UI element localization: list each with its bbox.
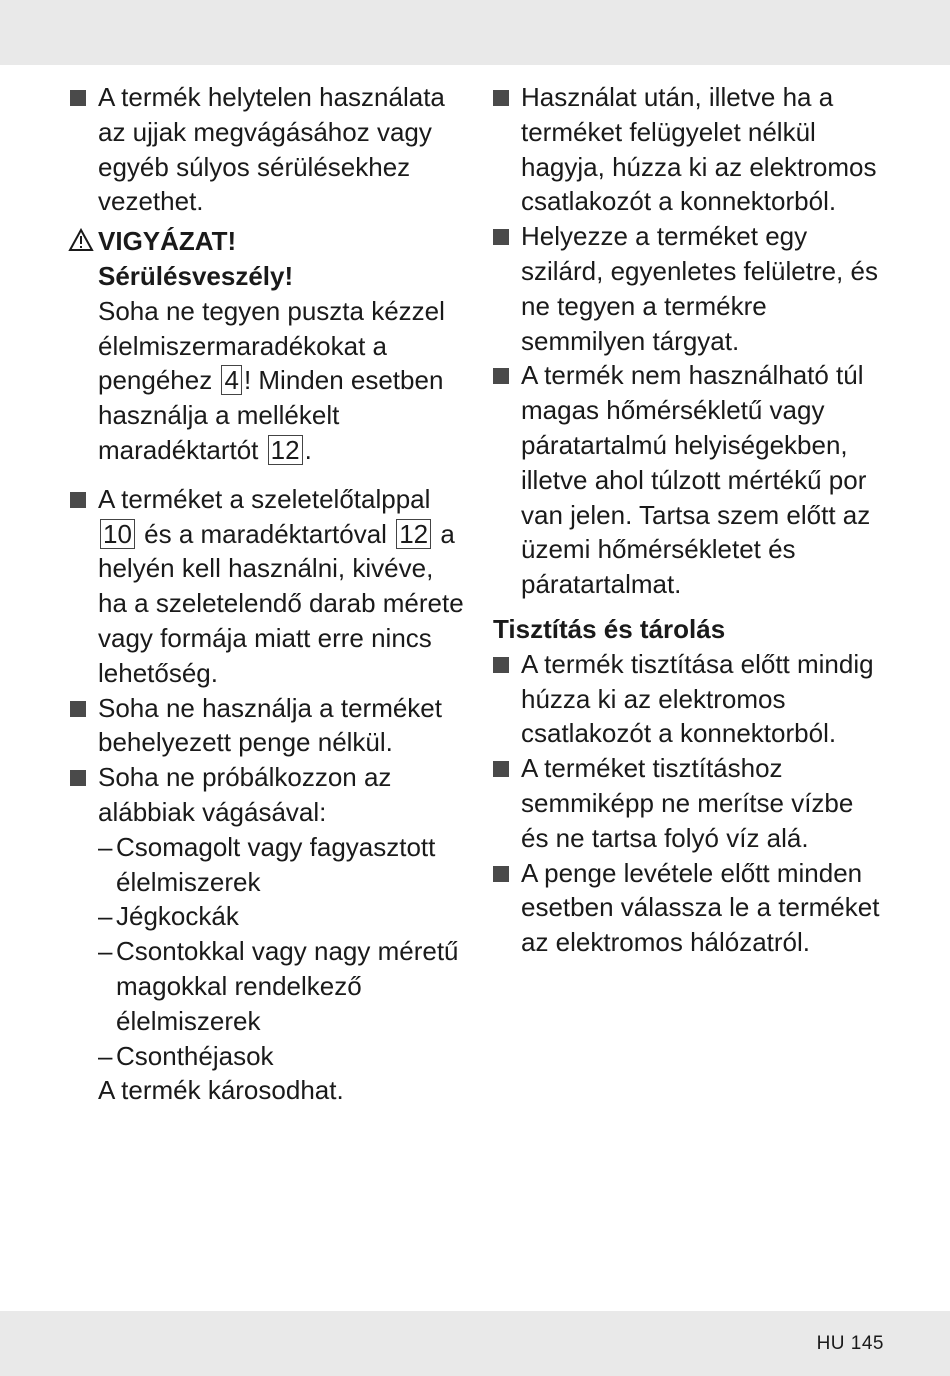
sub-item-text: Csomagolt vagy fagyasztott élelmiszerek <box>116 831 436 897</box>
list-item <box>70 691 465 761</box>
warning-text-part: . <box>304 434 312 465</box>
square-bullet-icon <box>493 229 509 245</box>
square-bullet-icon <box>70 701 86 717</box>
list-item <box>493 219 888 358</box>
section-title: Tisztítás és tárolás <box>493 613 726 644</box>
item-text: A termék nem használható túl magas hőmérsékletű vagy páratartalmú helyiségekben, illetve ahol túlzott mértékű por van jelen. Tartsa szem előtt az üzemi hőmérsékletet és páratartalmat. <box>521 360 871 600</box>
sub-list-item <box>98 1039 465 1074</box>
page-number: HU 145 <box>816 1333 884 1354</box>
item-note: A termék károsodhat. <box>98 1075 344 1106</box>
reference-number: 10 <box>100 519 135 549</box>
warning-text-part: ! Minden esetben használja a mellékelt maradéktartót <box>98 365 444 465</box>
item-text: A terméket tisztításhoz semmiképp ne merítse vízbe és ne tartsa folyó víz alá. <box>521 753 854 853</box>
square-bullet-icon <box>70 770 86 786</box>
item-text: A penge levétele előtt minden esetben válassza le a terméket az elektromos hálózatról. <box>521 857 880 958</box>
right-column <box>493 80 888 960</box>
list-item <box>493 358 888 602</box>
sub-list-item <box>98 934 465 1038</box>
warning-text-part: Soha ne tegyen puszta kézzel élelmiszermaradékokat a pengéhez <box>98 295 445 396</box>
warning-subtitle: Sérülésveszély! <box>98 260 294 291</box>
list-item <box>70 482 465 691</box>
sub-list-item <box>98 830 465 900</box>
item-text: A termék helytelen használata az ujjak megvágásához vagy egyéb súlyos sérülésekhez vezethet. <box>98 82 445 217</box>
warning-block <box>70 224 465 468</box>
reference-number: 12 <box>396 519 431 549</box>
sub-item-text: Jégkockák <box>116 901 239 932</box>
item-text: Soha ne használja a terméket behelyezett penge nélkül. <box>98 692 442 758</box>
square-bullet-icon <box>493 761 509 777</box>
item-text: Használat után, illetve ha a terméket felügyelet nélkül hagyja, húzza ki az elektromos csatlakozót a konnektorból. <box>521 82 877 217</box>
square-bullet-icon <box>493 368 509 384</box>
item-text: A termék tisztítása előtt mindig húzza ki az elektromos csatlakozót a konnektorból. <box>521 648 874 749</box>
square-bullet-icon <box>493 90 509 106</box>
list-item <box>493 647 888 751</box>
left-column <box>70 80 465 1108</box>
sub-list-item <box>98 899 465 934</box>
warning-title: VIGYÁZAT! <box>98 226 237 257</box>
sub-item-text: Csonthéjasok <box>116 1040 274 1071</box>
square-bullet-icon <box>493 866 509 882</box>
reference-number: 12 <box>268 435 303 465</box>
list-item <box>493 80 888 219</box>
warning-text <box>98 294 465 468</box>
item-text: a helyén kell használni, kivéve, ha a szeletelendő darab mérete vagy formája miatt erre nincs lehetőség. <box>98 518 464 688</box>
bottom-footer-band <box>0 1311 950 1376</box>
warning-triangle-icon <box>68 228 94 252</box>
item-text: és a maradéktartóval <box>144 518 387 549</box>
square-bullet-icon <box>70 492 86 508</box>
dash-marker: – <box>98 936 113 967</box>
list-item <box>70 760 465 1108</box>
list-item <box>70 80 465 219</box>
top-header-band <box>0 0 950 65</box>
dash-marker: – <box>98 901 113 932</box>
item-text: Helyezze a terméket egy szilárd, egyenletes felületre, és ne tegyen a termékre semmilyen tárgyat. <box>521 221 878 356</box>
item-text: Soha ne próbálkozzon az alábbiak vágásával: <box>98 762 392 827</box>
dash-marker: – <box>98 831 113 862</box>
item-text: A terméket a szeletelőtalppal <box>98 483 431 514</box>
sub-item-text: Csontokkal vagy nagy méretű magokkal rendelkező élelmiszerek <box>116 936 459 1036</box>
square-bullet-icon <box>70 90 86 106</box>
dash-marker: – <box>98 1040 113 1071</box>
list-item <box>493 751 888 855</box>
list-item <box>493 856 888 960</box>
square-bullet-icon <box>493 657 509 673</box>
reference-number: 4 <box>221 365 241 395</box>
